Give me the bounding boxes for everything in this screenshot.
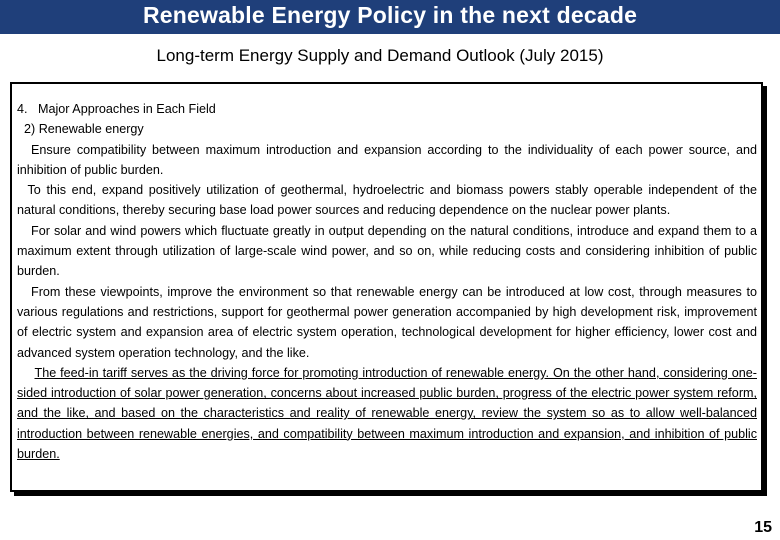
paragraph-base-load: To this end, expand positively utilization of geothermal, hydroelectric and biomass powers stably operable independent of the natural conditions, thereby securing base load power sources and reducing dependence on the nuclear power plants. bbox=[17, 183, 757, 218]
page-number: 15 bbox=[754, 519, 772, 536]
subsection-heading: 2) Renewable energy bbox=[17, 122, 144, 137]
paragraph-compatibility: Ensure compatibility between maximum introduction and expansion according to the individuality of each power source, and inhibition of public burden. bbox=[17, 142, 757, 177]
paragraph-feed-in-tariff: The feed-in tariff serves as the driving force for promoting introduction of renewable energy. On the other hand, considering one-sided introduction of solar power generation, concerns about increased public burden, progress of the electric power system reform, and the like, and based on the characteristics and reality of renewable energy, review the system so as to allow well-balanced introduction between renewable energies, and compatibility between maximum introduction and expansion, and inhibition of public burden. bbox=[17, 365, 757, 462]
title-bar bbox=[0, 0, 780, 34]
content-box bbox=[10, 82, 763, 492]
slide-subtitle: Long-term Energy Supply and Demand Outlook (July 2015) bbox=[156, 46, 604, 65]
paragraph-environment: From these viewpoints, improve the environment so that renewable energy can be introduced at low cost, through measures to various regulations and restrictions, support for geothermal power generation accompanied by high development risk, improvement of electric system and expansion area of electric system operation, technological development for higher efficiency, lower cost and advanced system operation technology, and the like. bbox=[17, 284, 757, 360]
paragraph-solar-wind: For solar and wind powers which fluctuate greatly in output depending on the natural conditions, introduce and expand them to a maximum extent through utilization of large-scale wind power, and so on, while reducing costs and considering inhibition of public burden. bbox=[17, 223, 757, 279]
section-heading: 4. Major Approaches in Each Field bbox=[17, 102, 216, 116]
slide-title: Renewable Energy Policy in the next decade bbox=[142, 2, 638, 28]
